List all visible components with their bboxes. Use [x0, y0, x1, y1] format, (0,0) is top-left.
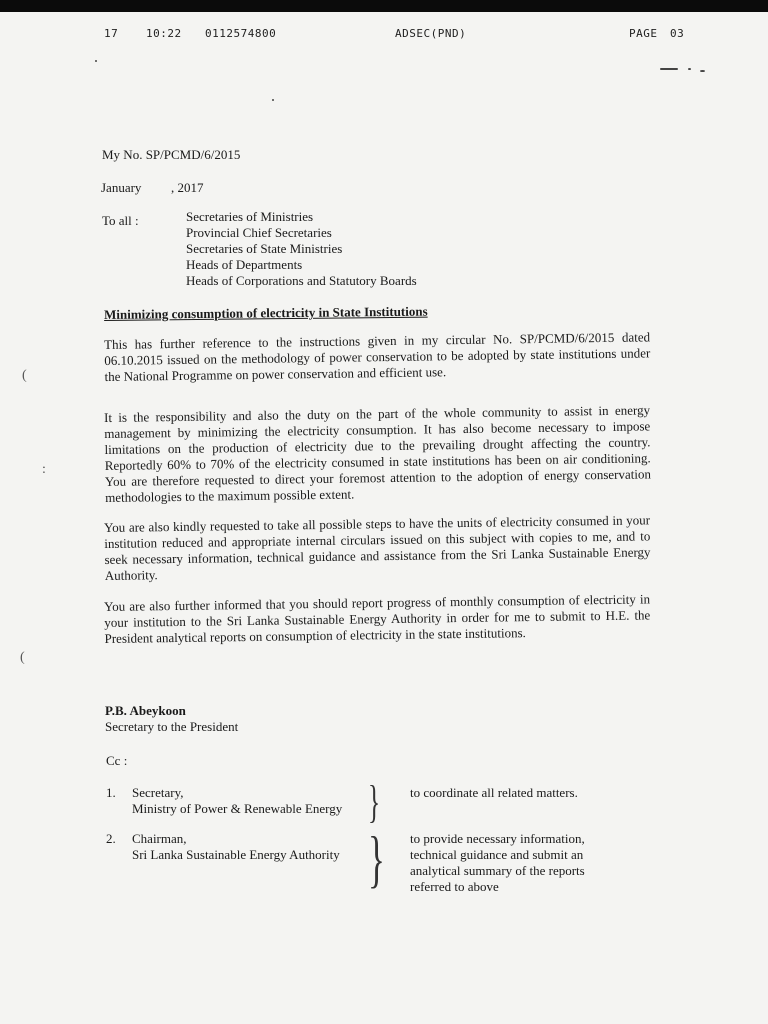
cc-purpose-line: referred to above — [410, 879, 499, 894]
cc-recipient — [132, 785, 342, 817]
cc-purpose — [410, 785, 578, 801]
fax-number: 0112574800 — [205, 27, 277, 40]
signatory-name: P.B. Abeykoon — [105, 703, 186, 718]
reference-number: My No. SP/PCMD/6/2015 — [102, 147, 241, 162]
cc-recipient-line: Secretary, — [132, 785, 184, 800]
to-label: To all : — [102, 213, 139, 228]
body-paragraph: It is the responsibility and also the duty on the part of the whole community to assist in energy management by minimizing the electricity consumption. It has also become necessary to impose limitations on the production of electricity due to the prevailing drought affecting the country. Reportedly 60% to 70% of the electricity consumed in state institutions has been on air conditioning. You are therefore requested to direct your foremost attention to the adoption of energy conservation methodologies to the maximum possible extent. — [104, 402, 652, 505]
fax-page-label: PAGE — [629, 27, 658, 40]
cc-purpose-line: technical guidance and submit an — [410, 847, 584, 862]
cc-item — [106, 823, 636, 894]
body-paragraph: This has further reference to the instructions given in my circular No. SP/PCMD/6/2015 dated 06.10.2015 issued on the methodology of power conservation to be adopted by state institutions under the National Programme on power conservation and efficient use. — [104, 329, 651, 384]
cc-recipient-line: Ministry of Power & Renewable Energy — [132, 801, 343, 816]
body-paragraph: You are also further informed that you should report progress of monthly consumption of electricity in your institution to the Sri Lanka Sustainable Energy Authority in order for me to submit to H.E. the President analytical reports on consumption of electricity in the state institutions. — [104, 591, 651, 646]
cc-purpose-line: analytical summary of the reports — [410, 863, 585, 878]
date-month: January — [101, 180, 142, 195]
fax-department: ADSEC(PND) — [395, 27, 467, 40]
recipient: Heads of Departments — [186, 257, 303, 272]
cc-recipient-line: Sri Lanka Sustainable Energy Authority — [132, 847, 340, 862]
cc-number: 2. — [106, 831, 116, 846]
recipient: Secretaries of Ministries — [186, 209, 314, 224]
body-paragraph: You are also kindly requested to take all possible steps to have the units of electricity consumed in your institution reduced and appropriate internal circulars issued on this subject with copies to me, and to seek necessary information, technical guidance and assistance from the Sri Lanka Sustainable Energy Authority. — [104, 512, 651, 583]
margin-mark: : — [42, 462, 46, 477]
margin-mark: ( — [22, 368, 27, 383]
letter-date — [101, 180, 204, 196]
recipient: Secretaries of State Ministries — [186, 241, 343, 256]
cc-purpose-line: to coordinate all related matters. — [410, 785, 578, 800]
cc-number: 1. — [106, 785, 116, 800]
recipient-list — [186, 209, 417, 289]
signatory-title: Secretary to the President — [105, 719, 239, 734]
margin-mark: ( — [20, 650, 25, 665]
right-brace-icon: } — [368, 776, 381, 827]
right-brace-icon: } — [368, 823, 385, 894]
cc-purpose-line: to provide necessary information, — [410, 831, 585, 846]
fax-time: 10:22 — [146, 27, 182, 40]
date-year: , 2017 — [171, 180, 204, 195]
recipient: Provincial Chief Secretaries — [186, 225, 332, 240]
cc-recipient — [132, 831, 340, 863]
fax-date: 17 — [104, 27, 119, 40]
fax-page-number: 03 — [670, 27, 685, 40]
cc-label: Cc : — [106, 753, 128, 768]
letter-subject: Minimizing consumption of electricity in State Institutions — [104, 303, 428, 322]
cc-recipient-line: Chairman, — [132, 831, 187, 846]
recipient: Heads of Corporations and Statutory Boards — [186, 273, 417, 288]
cc-purpose — [410, 831, 585, 895]
